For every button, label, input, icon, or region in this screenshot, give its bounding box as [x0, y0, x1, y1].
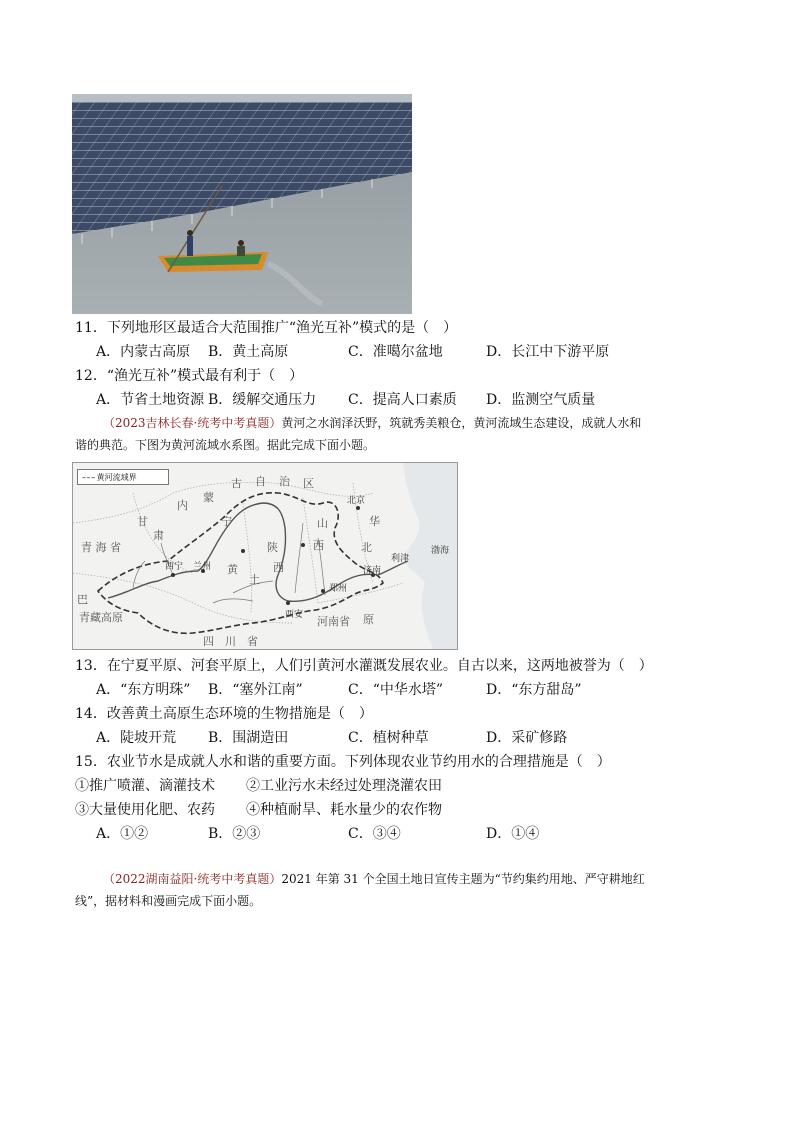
- q15-item-4: ④种植耐旱、耗水量少的农作物: [246, 802, 442, 818]
- map-label-jinan: 济南: [363, 566, 382, 576]
- q13-option-c[interactable]: C．“中华水塔”: [348, 682, 444, 698]
- map-label-shaan: 陕: [267, 541, 278, 554]
- q15-option-c[interactable]: C．③④: [348, 826, 401, 842]
- map-label-zhi: 治: [279, 475, 290, 488]
- map-label-gan: 甘: [137, 515, 148, 528]
- question-13-stem: 13．在宁夏平原、河套平原上，人们引黄河水灌溉发展农业。自古以来，这两地被誉为（ ）: [75, 658, 653, 674]
- map-label-bei: 北: [361, 541, 372, 554]
- material-1-source: （2023吉林长春·统考中考真题）: [103, 416, 282, 430]
- q12-option-c[interactable]: C．提高人口素质: [348, 392, 457, 408]
- map-label-ning: 宁: [221, 515, 232, 528]
- question-12-options: [96, 390, 696, 410]
- solar-panels-illustration: [72, 94, 412, 314]
- map-label-nei: 内: [177, 499, 188, 512]
- material-1-text-line1: 黄河之水润泽沃野，筑就秀美粮仓，黄河流域生态建设，成就人水和: [281, 416, 642, 430]
- map-label-lanzhou: 兰州: [193, 562, 212, 572]
- map-label-xian: 西安: [285, 610, 304, 620]
- map-label-ba: 巴: [77, 593, 88, 606]
- map-label-qingzang: 青藏高原: [79, 611, 123, 624]
- q15-option-b[interactable]: B．②③: [208, 826, 261, 842]
- map-label-qinghai: 青 海 省: [81, 541, 121, 554]
- map-label-yuan: 原: [363, 613, 374, 626]
- map-label-huang: 黄: [227, 563, 238, 576]
- q15-item-1: ①推广喷灌、滴灌技术: [75, 778, 215, 794]
- map-legend: [77, 469, 169, 485]
- map-label-lijin: 利津: [391, 554, 410, 564]
- map-label-henan: 河南省: [317, 615, 350, 628]
- map-label-xining: 西宁: [165, 562, 184, 572]
- q12-option-a[interactable]: A．节省土地资源: [96, 392, 205, 408]
- q13-option-a[interactable]: A．“东方明珠”: [96, 682, 191, 698]
- q12-option-d[interactable]: D．监测空气质量: [486, 392, 596, 408]
- question-11-options: [96, 342, 696, 362]
- material-2-text-line1: 2021 年第 31 个全国土地日宣传主题为“节约集约用地、严守耕地红: [281, 872, 645, 886]
- question-15-options: [96, 824, 696, 844]
- q13-option-b[interactable]: B．“塞外江南”: [208, 682, 303, 698]
- q11-option-d[interactable]: D．长江中下游平原: [486, 344, 610, 360]
- q15-item-2: ②工业污水未经过处理浇灌农田: [246, 778, 442, 794]
- question-14-options: [96, 728, 696, 748]
- yellow-river-basin-map: [72, 462, 458, 650]
- map-label-gu: 古: [231, 477, 242, 490]
- map-label-zhengzhou: 郑州: [329, 584, 348, 594]
- material-2-text-line2: 线”，据材料和漫画完成下面小题。: [75, 894, 262, 908]
- map-label-xi2: 西: [273, 561, 284, 574]
- map-label-beijing: 北京: [347, 496, 366, 506]
- map-label-shan1: 山: [317, 517, 328, 530]
- map-label-sichuan: 四 川 省: [203, 635, 258, 648]
- material-2-source: （2022湖南益阳·统考中考真题）: [103, 872, 282, 886]
- map-label-zi: 自: [255, 475, 266, 488]
- map-label-xi1: 西: [313, 539, 324, 552]
- fishery-solar-photo: [72, 94, 412, 314]
- map-label-bohai: 渤海: [431, 546, 450, 556]
- map-label-su: 肃: [153, 529, 164, 542]
- q15-item-3: ③大量使用化肥、农药: [75, 802, 215, 818]
- question-13-options: [96, 680, 696, 700]
- question-14-stem: 14．改善黄土高原生态环境的生物措施是（ ）: [75, 706, 373, 722]
- q13-option-d[interactable]: D．“东方甜岛”: [486, 682, 582, 698]
- material-1-text-line2: 谐的典范。下图为黄河流域水系图。据此完成下面小题。: [75, 438, 376, 452]
- q14-option-b[interactable]: B．围湖造田: [208, 730, 289, 746]
- legend-text: 黄河流域界: [96, 473, 137, 482]
- question-15-stem: 15．农业节水是成就人水和谐的重要方面。下列体现农业节约用水的合理措施是（ ）: [75, 754, 611, 770]
- q11-option-c[interactable]: C．准噶尔盆地: [348, 344, 443, 360]
- material-1: [75, 412, 725, 456]
- map-label-qu: 区: [303, 477, 314, 490]
- question-12-stem: 12．“渔光互补”模式最有利于（ ）: [75, 368, 304, 384]
- q15-option-a[interactable]: A．①②: [96, 826, 149, 842]
- q11-option-a[interactable]: A．内蒙古高原: [96, 344, 191, 360]
- map-label-tu: 土: [249, 573, 260, 586]
- q14-option-a[interactable]: A．陡坡开荒: [96, 730, 177, 746]
- q11-option-b[interactable]: B．黄土高原: [208, 344, 289, 360]
- material-2: [75, 868, 725, 912]
- q15-option-d[interactable]: D．①④: [486, 826, 540, 842]
- q14-option-c[interactable]: C．植树种草: [348, 730, 429, 746]
- q14-option-d[interactable]: D．采矿修路: [486, 730, 568, 746]
- map-label-meng: 蒙: [203, 491, 214, 504]
- question-11-stem: 11．下列地形区最适合大范围推广“渔光互补”模式的是（ ）: [75, 320, 458, 336]
- map-label-hua: 华: [369, 515, 380, 528]
- q12-option-b[interactable]: B．缓解交通压力: [208, 392, 317, 408]
- legend-dash-symbol: – – –: [82, 473, 95, 482]
